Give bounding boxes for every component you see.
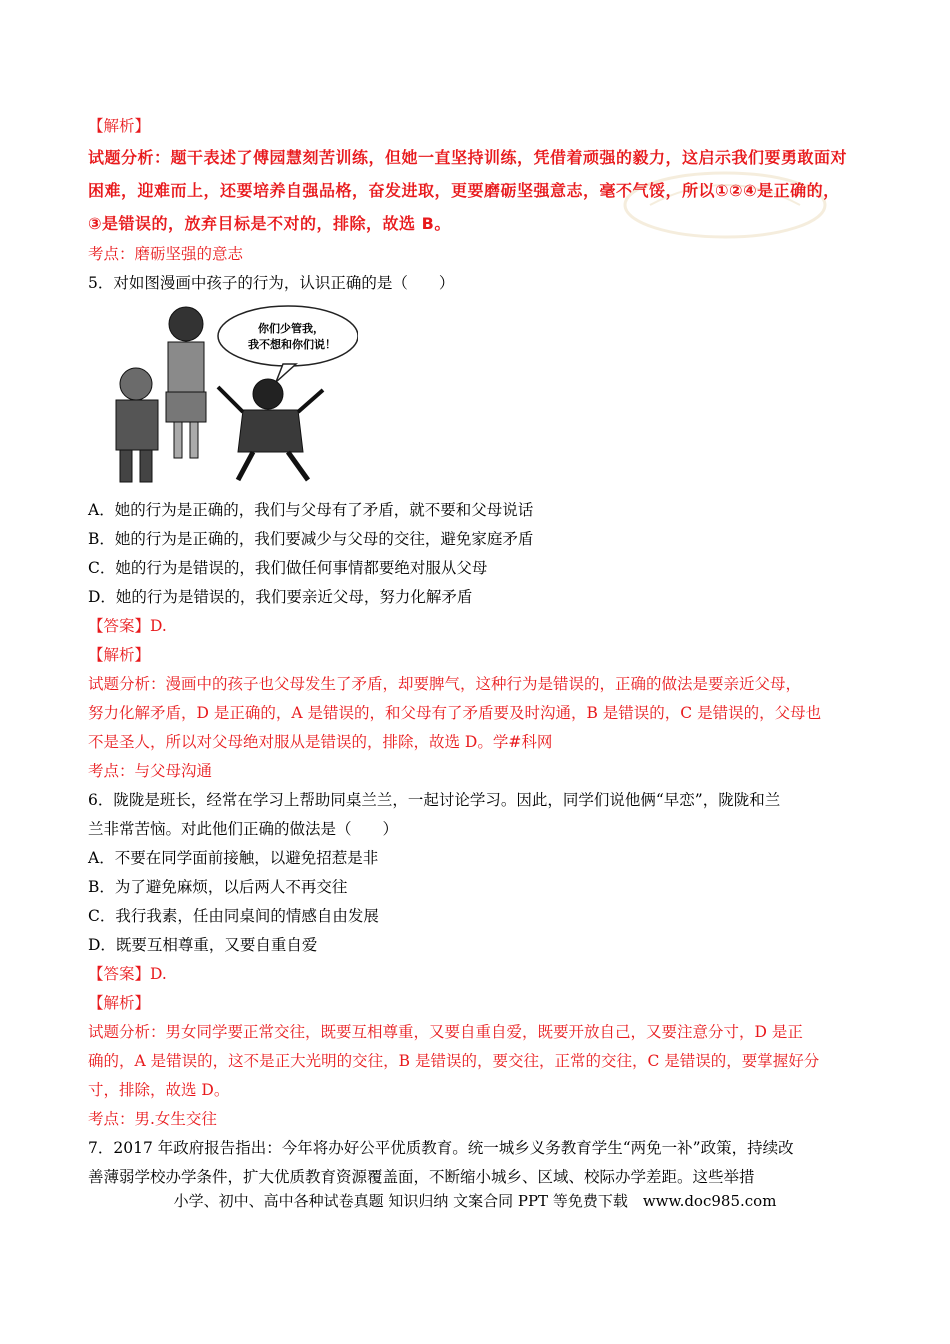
jiexi-label: 【解析】 <box>88 646 151 664</box>
analysis-line: 寸，排除，故选 D。 <box>88 1081 230 1099</box>
answer: 【答案】D. <box>88 617 167 635</box>
father-figure <box>116 368 158 482</box>
jiexi-label: 【解析】 <box>88 994 151 1012</box>
option-c: C．我行我素，任由同桌间的情感自由发展 <box>88 907 379 925</box>
analysis-line: 试题分析：漫画中的孩子也父母发生了矛盾，却要脾气，这种行为是错误的，正确的做法是要亲近父母， <box>88 675 802 693</box>
option-d: D．她的行为是错误的，我们要亲近父母，努力化解矛盾 <box>88 588 473 606</box>
analysis-line: 困难，迎难而上，还要培养自强品格，奋发进取，更要磨砺坚强意志，毫不气馁，所以①②④是正确的， <box>88 181 840 200</box>
question-7-stem: 7．2017 年政府报告指出：今年将办好公平优质教育。统一城乡义务教育学生“两免一补”政策，持续改 <box>88 1139 794 1157</box>
bubble-text-1: 你们少管我， <box>258 322 324 335</box>
document-page <box>88 112 868 1192</box>
option-b: B．为了避免麻烦，以后两人不再交往 <box>88 878 348 896</box>
option-a: A．不要在同学面前接触，以避免招惹是非 <box>88 849 379 867</box>
analysis-line: 努力化解矛盾，D 是正确的，A 是错误的，和父母有了矛盾要及时沟通，B 是错误的，C 是错误的，父母也 <box>88 704 822 722</box>
cartoon-image <box>98 302 358 490</box>
analysis-line: 试题分析：男女同学要正常交往，既要互相尊重，又要自重自爱，既要开放自己，又要注意分寸，D 是正 <box>88 1023 803 1041</box>
kaodian: 考点：磨砺坚强的意志 <box>88 245 244 263</box>
child-figure <box>218 379 323 480</box>
option-a: A．她的行为是正确的，我们与父母有了矛盾，就不要和父母说话 <box>88 501 534 519</box>
analysis-line: 试题分析：题干表述了傅园慧刻苦训练，但她一直坚持训练，凭借着顽强的毅力，这启示我们要勇敢面对 <box>88 148 848 167</box>
kaodian: 考点：男.女生交往 <box>88 1110 217 1128</box>
question-6-stem: 6．陇陇是班长，经常在学习上帮助同桌兰兰，一起讨论学习。因此，同学们说他俩“早恋”，陇陇和兰 <box>88 791 781 809</box>
jiexi-label: 【解析】 <box>88 117 151 135</box>
kaodian: 考点：与父母沟通 <box>88 762 213 780</box>
question-7-stem: 善薄弱学校办学条件，扩大优质教育资源覆盖面，不断缩小城乡、区域、校际办学差距。这些举措 <box>88 1168 755 1186</box>
question-5-stem: 5．对如图漫画中孩子的行为，认识正确的是（ ） <box>88 274 455 292</box>
analysis-line: 不是圣人，所以对父母绝对服从是错误的，排除，故选 D。学#科网 <box>88 733 553 751</box>
analysis-line: ③是错误的，放弃目标是不对的，排除，故选 B。 <box>88 214 451 233</box>
option-b: B．她的行为是正确的，我们要减少与父母的交往，避免家庭矛盾 <box>88 530 534 548</box>
page-footer: 小学、初中、高中各种试卷真题 知识归纳 文案合同 PPT 等免费下载 www.doc985.com <box>173 1192 777 1210</box>
option-c: C．她的行为是错误的，我们做任何事情都要绝对服从父母 <box>88 559 488 577</box>
answer: 【答案】D. <box>88 965 167 983</box>
option-d: D．既要互相尊重，又要自重自爱 <box>88 936 318 954</box>
mother-figure <box>166 307 206 458</box>
bubble-text-2: 我不想和你们说！ <box>248 338 336 351</box>
question-6-stem: 兰非常苦恼。对此他们正确的做法是（ ） <box>88 820 399 838</box>
analysis-line: 确的，A 是错误的，这不是正大光明的交往，B 是错误的，要交往，正常的交往，C 是错误的，要掌握好分 <box>88 1052 820 1070</box>
